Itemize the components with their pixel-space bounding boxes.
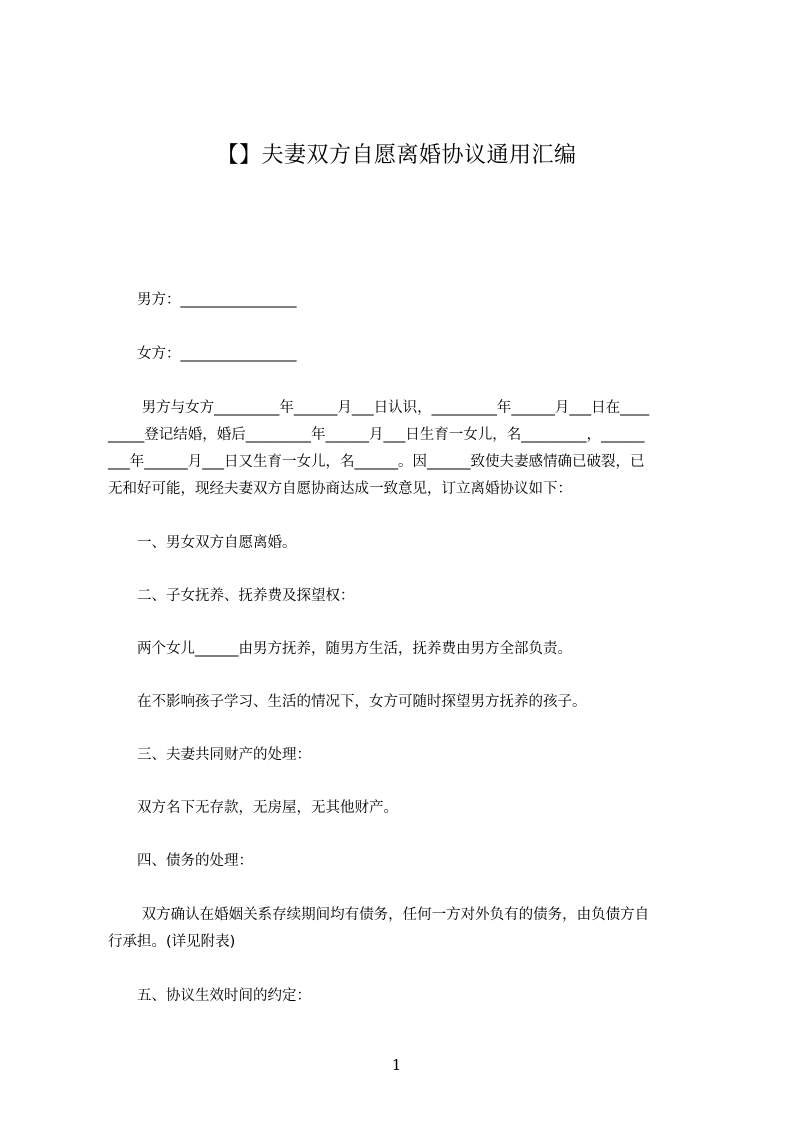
husband-line: 男方：________________ — [108, 292, 297, 308]
debt-line-2: 行承担。(详见附表) — [108, 934, 236, 950]
document-title: 【】夫妻双方自愿离婚协议通用汇编 — [216, 143, 577, 168]
debt-line-1: 双方确认在婚姻关系存续期间均有债务，任何一方对外负有的债务，由负债方自 — [108, 907, 650, 923]
property-paragraph: 双方名下无存款，无房屋，无其他财产。 — [108, 800, 398, 816]
page-number: 1 — [391, 1056, 402, 1074]
section-3-heading: 三、夫妻共同财产的处理： — [108, 747, 311, 763]
intro-line-1: 男方与女方_________年______月___日认识，_________年______月___日在____ — [108, 400, 650, 416]
intro-line-3: ___年______月___日又生育一女儿，名______。因______致使夫妻感情确已破裂，已 — [108, 454, 645, 470]
section-2-heading: 二、子女抚养、抚养费及探望权： — [108, 588, 355, 604]
section-4-heading: 四、债务的处理： — [108, 853, 253, 869]
intro-paragraph — [108, 395, 708, 503]
intro-line-4: 无和好可能，现经夫妻双方自愿协商达成一致意见，订立离婚协议如下： — [108, 481, 572, 497]
intro-line-2: _____登记结婚，婚后_________年______月___日生育一女儿，名_________，______ — [108, 427, 645, 443]
wife-line: 女方：________________ — [108, 346, 297, 362]
custody-paragraph: 两个女儿______由男方抚养，随男方生活，抚养费由男方全部负责。 — [108, 641, 572, 657]
visitation-paragraph: 在不影响孩子学习、生活的情况下，女方可随时探望男方抚养的孩子。 — [108, 694, 587, 710]
debt-paragraph — [108, 902, 708, 956]
section-1-heading: 一、男女双方自愿离婚。 — [108, 535, 297, 551]
section-5-heading: 五、协议生效时间的约定： — [108, 988, 311, 1004]
